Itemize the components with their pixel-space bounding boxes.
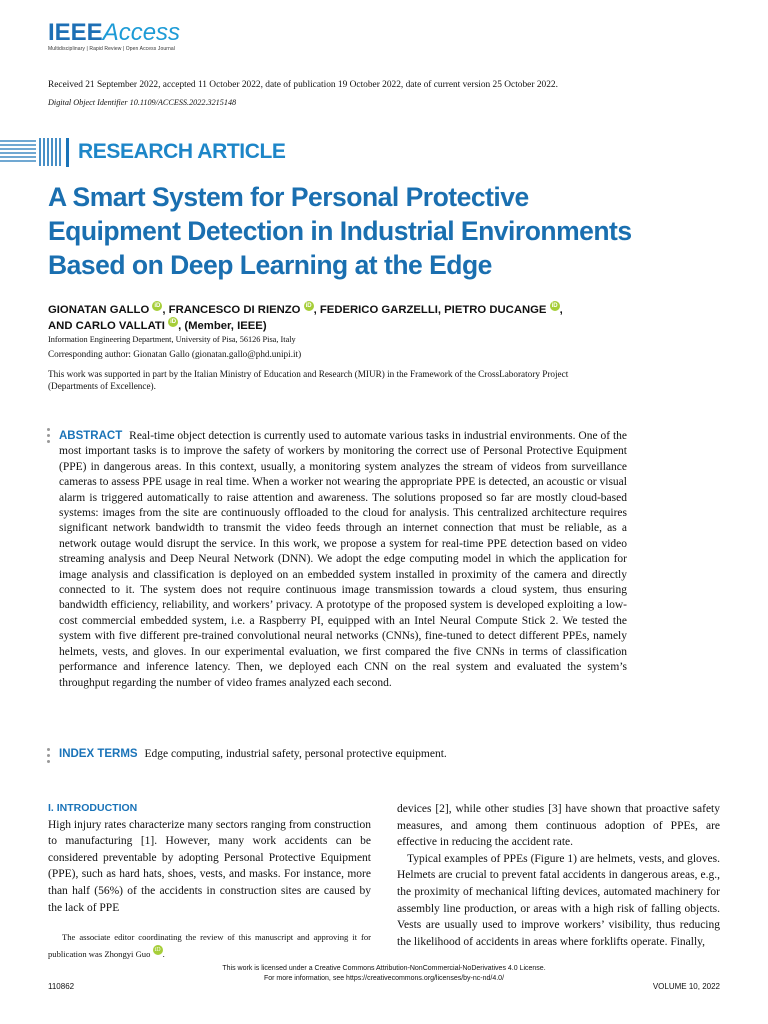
article-type: RESEARCH ARTICLE: [78, 140, 286, 163]
logo-tagline: Multidisciplinary | Rapid Review | Open Access Journal: [48, 46, 175, 52]
author-name: , FEDERICO GARZELLI, PIETRO DUCANGE: [313, 304, 547, 316]
footnote-text: The associate editor coordinating the review of this manuscript and approving it for publication was Zhongyi Guo: [48, 932, 371, 959]
index-terms: [59, 748, 659, 760]
author-list: [48, 302, 688, 334]
orcid-icon[interactable]: iD: [154, 946, 161, 953]
logo-access: Access: [102, 19, 181, 46]
paper-title: A Smart System for Personal Protective Equipment Detection in Industrial Environments Based on Deep Learning at the Edge: [48, 182, 632, 280]
corresponding-author: Corresponding author: Gionatan Gallo (gionatan.gallo@phd.unipi.it): [48, 349, 302, 359]
editor-footnote: [48, 929, 371, 962]
abstract-text: Real-time object detection is currently used to automate various tasks in industrial environments. One of the most important tasks is to improve the safety of workers by monitoring the correct use of Personal Protective Equipment (PPE) in dangerous areas. In this context, usually, a monitoring system analyzes the stream of videos from surveillance cameras to assess PPE usage in real time. When a worker not wearing the appropriate PPE is detected, an acoustic or visual alarm is triggered automatically to raise attention and awareness. The solutions proposed so far are mostly cloud-based systems: images from the site are continuously offloaded to the cloud for analysis. This centralized architecture requires significant network bandwidth to transmit the video feeds through an internet connection that must be reliable, as a network outage would disrupt the service. In this work, we propose a system for real-time PPE detection based on video streaming analysis and Deep Neural Network (DNN). We adopt the edge computing model in which the application for image analysis and classification is deployed on an embedded system installed in proximity of the camera and directly connected to it. The system does not require continuous image transmission towards a cloud system, thus ensuring bandwidth efficiency, reliability, and workers’ privacy. A prototype of the proposed system is developed exploiting a low-cost commercial embedded system, i.e. a Raspberry PI, equipped with an Intel Neural Compute Stick 2. We tested the system with five different pre-trained convolutional neural networks (CNNs), fine-tuned to detect different PPEs, namely helmets, vests, and gloves. In our experimental evaluation, we first compared the five CNNs in terms of classification performance and inference latency. Then, we deployed each CNN on the real system and evaluated the system’s throughput regarding the number of video frames analyzed each second.: [59, 430, 628, 689]
logo-ieee: IEEE: [48, 19, 103, 46]
intro-paragraph: Typical examples of PPEs (Figure 1) are helmets, vests, and gloves. Helmets are crucial to prevent fatal accidents in dangerous areas, e.g., the proximity of mechanical lifting devices, automated machinery for assembly line production, or areas with a high risk of falling objects. Vests are usually used to improve workers’ visibility, thus reducing the likelihood of accidents in areas where forklifts operate. Finally,: [397, 852, 720, 948]
section-heading: I. INTRODUCTION: [48, 802, 138, 814]
intro-right-column: [397, 801, 720, 950]
author-name: , (Member, IEEE): [178, 320, 267, 332]
author-separator: ,: [559, 304, 563, 316]
journal-logo: [48, 20, 180, 46]
license-line: This work is licensed under a Creative Commons Attribution-NonCommercial-NoDerivatives 4.0 License.: [222, 965, 546, 972]
author-name: AND CARLO VALLATI: [48, 320, 165, 332]
index-terms-dots-icon: [47, 748, 51, 766]
license-link[interactable]: For more information, see https://creativecommons.org/licenses/by-nc-nd/4.0/: [263, 975, 505, 982]
author-name: , FRANCESCO DI RIENZO: [162, 304, 301, 316]
banner-divider: [66, 138, 69, 167]
orcid-icon[interactable]: iD: [154, 303, 161, 309]
affiliation: Information Engineering Department, University of Pisa, 56126 Pisa, Italy: [48, 335, 296, 344]
footnote-end: .: [162, 948, 165, 959]
orcid-icon[interactable]: iD: [551, 303, 558, 309]
orcid-icon[interactable]: iD: [170, 319, 177, 325]
intro-paragraph: devices [2], while other studies [3] have shown that proactive safety measures, and among them continuous adoption of PPEs, are effective in reducing the accident rate.: [397, 803, 720, 849]
index-terms-label: INDEX TERMS: [59, 748, 138, 760]
abstract-label: ABSTRACT: [59, 430, 123, 442]
index-terms-text: Edge computing, industrial safety, personal protective equipment.: [144, 748, 447, 760]
doi: Digital Object Identifier 10.1109/ACCESS.2022.3215148: [48, 98, 237, 107]
received-dates: Received 21 September 2022, accepted 11 October 2022, date of publication 19 October 2022, date of current version 25 October 2022.: [48, 80, 558, 90]
author-name: GIONATAN GALLO: [48, 304, 150, 316]
page-number: 110862: [48, 982, 75, 991]
abstract-dots-icon: [47, 428, 51, 446]
orcid-icon[interactable]: iD: [305, 303, 312, 309]
intro-paragraph: High injury rates characterize many sectors ranging from construction to manufacturing [1]. However, many work accidents can be considered preventable by adopting Personal Protective Equipment (PPE), such as hard hats, shoes, vests, and masks. For instance, more than half (56%) of the accidents in construction sites are caused by the lack of PPE: [48, 818, 371, 914]
intro-left-column: [48, 800, 371, 916]
banner-stripes-icon: [0, 137, 68, 167]
funding-statement: This work was supported in part by the Italian Ministry of Education and Research (MIUR) in the Framework of the CrossLaboratory Project (Departments of Excellence).: [48, 369, 569, 391]
abstract: [59, 429, 627, 691]
volume-label: VOLUME 10, 2022: [652, 982, 720, 991]
